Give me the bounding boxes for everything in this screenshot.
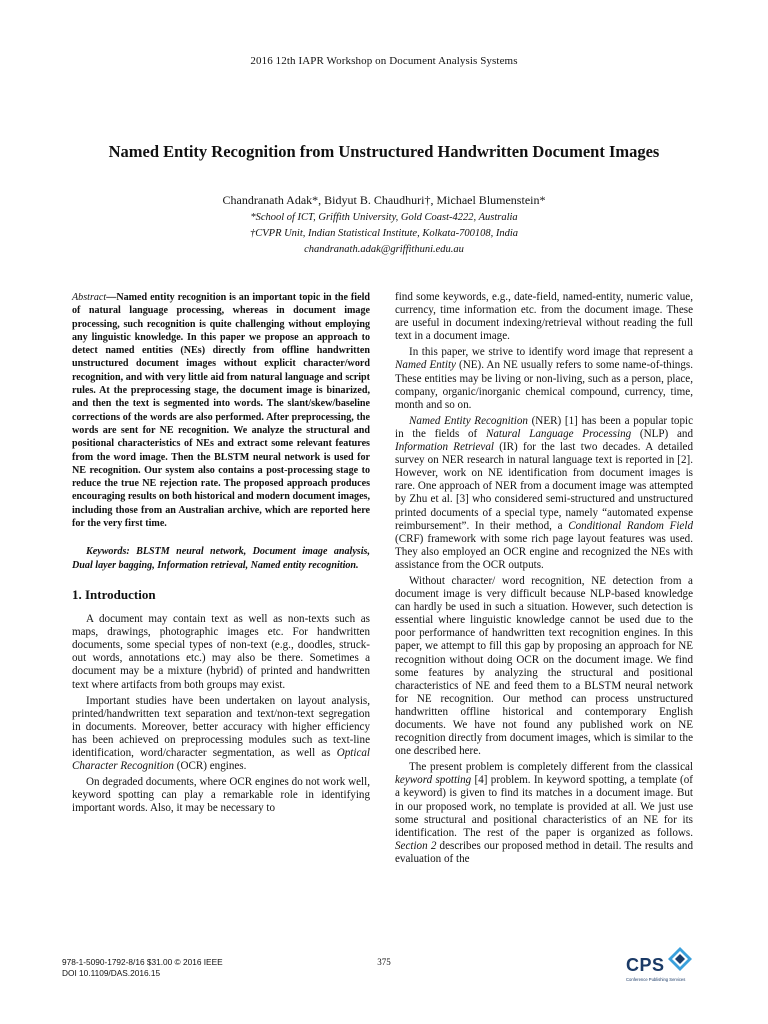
abstract-text: —Named entity recognition is an important topic in the field of natural language processing, whereas in document image processing, such recognition is quite challenging without employing any linguistic knowledge. In this paper we propose an approach to detect named entities (NEs) directly from offline handwritten unstructured document images without explicit character/word recognition, and with very little aid from natural language and script rules. At the preprocessing stage, the document image is binarized, and then the text is segmented into words. The slant/skew/baseline corrections of the words are also performed. After preprocessing, the words are sent for NE recognition. We analyze the structural and positional characteristics of NEs and extract some relevant features from the word image. Then the BLSTM neural network is used for NE recognition. Our system also contains a post-processing stage to reduce the true NE rejection rate. The proposed approach produces encouraging results on both historical and modern document images, including those from an Australian archive, which are reported here for the very first time.: [72, 292, 370, 530]
rp3-a: (NER) [1] has been a popular topic in the fields of: [395, 414, 693, 440]
right-paragraph-1: find some keywords, e.g., date-field, named-entity, numeric value, currency, time information etc. from the document image. These are useful in document indexing/retrieval without reading the full text in a document image.: [395, 291, 693, 343]
right-paragraph-4: Without character/ word recognition, NE detection from a document image is very difficult because NLP-based knowledge can hardly be used in such a situation. However, such detection is essential where linguistic knowledge cannot be used due to the poor performance of handwritten text recognition engines. In this paper, we attempt to fill this gap by proposing an approach for NE recognition without doing OCR on the document image. We find some features by analyzing the structural and positional characteristics of NE and feed them to a BLSTM neural network for NE recognition. Our method can process unstructured handwritten offline historical and contemporary English documents. We have not found any published work on NE recognition directly from document images, which is similar to the one described here.: [395, 574, 693, 758]
page-number: 375: [377, 957, 391, 967]
left-column: [72, 291, 370, 818]
abstract-label: Abstract: [72, 292, 107, 303]
right-paragraph-3: [395, 415, 693, 572]
footer-isbn: 978-1-5090-1792-8/16 $31.00 © 2016 IEEE: [62, 957, 223, 967]
rp3-d: (CRF) framework with some rich page layout features was used. They also employed an OCR engine and recognized the NEs with assistance from the OCR outputs.: [395, 532, 693, 571]
rp2-a: In this paper, we strive to identify word image that represent a: [409, 346, 693, 359]
conference-header: 2016 12th IAPR Workshop on Document Analysis Systems: [250, 55, 518, 67]
affiliation-2: †CVPR Unit, Indian Statistical Institute, Kolkata-700108, India: [249, 228, 519, 239]
intro-p2-text: Important studies have been undertaken on layout analysis, printed/handwritten text separation and text/non-text segregation in documents. Moreover, better accuracy with higher efficiency has been achieved on preprocessing modules such as text-line identification, word/character segmentation, as well as: [72, 694, 370, 759]
rp2-em: Named Entity: [395, 359, 456, 372]
cps-logo-subtitle: Conference Publishing Services: [626, 977, 686, 982]
rp2-b: (NE). An NE usually refers to some name-of-things. These entities may be living or non-living, such as a person, place, company, organic/inorganic chemical compound, currency, time, month and so on.: [395, 359, 693, 411]
affiliation-1: *School of ICT, Griffith University, Gold Coast-4222, Australia: [250, 212, 518, 223]
right-column: [395, 291, 693, 869]
rp3-em3: Information Retrieval: [395, 441, 494, 454]
abstract: [72, 291, 370, 530]
intro-p2-ocr-term: Optical Character Recognition: [72, 746, 370, 773]
rp3-em1: Named Entity Recognition: [409, 414, 528, 427]
rp3-c: (IR) for the last two decades. A detailed survey on NER research in natural language text is reported in [2]. However, work on NE identification from document images is rare. One approach of NER from a document image was attempted by Zhu et al. [3] who considered semi-structured and unstructured printed documents of a special type, namely “automated expense reimbursement”. In their method, a: [395, 441, 694, 532]
rp3-em2: Natural Language Processing: [485, 427, 632, 440]
rp3-b: (NLP) and: [631, 427, 693, 440]
author-list: Chandranath Adak*, Bidyut B. Chaudhuri†, Michael Blumenstein*: [222, 193, 546, 207]
keywords: Keywords: BLSTM neural network, Document image analysis, Dual layer bagging, Information retrieval, Named entity recognition.: [72, 546, 370, 571]
cps-logo-text: CPS: [626, 955, 665, 975]
footer-doi: DOI 10.1109/DAS.2016.15: [62, 968, 161, 978]
author-email: chandranath.adak@griffithuni.edu.au: [304, 244, 464, 255]
intro-paragraph-1: A document may contain text as well as non-texts such as maps, drawings, photographic images etc. For handwritten documents, some special types of non-text (e.g., doodles, struck-out words, annotations etc.) may also be there. Sometimes a document may be a mixture (hybrid) of printed and handwritten text where artifacts from both groups may exist.: [72, 613, 370, 691]
cps-diamond-icon: [668, 947, 692, 971]
right-paragraph-5: [395, 761, 693, 866]
intro-p2-end: (OCR) engines.: [173, 760, 247, 773]
section-heading-introduction: 1. Introduction: [72, 586, 156, 602]
paper-title: Named Entity Recognition from Unstructured Handwritten Document Images: [108, 142, 660, 161]
right-paragraph-2: [395, 346, 693, 411]
rp3-em4: Conditional Random Field: [568, 519, 693, 532]
cps-logo: [626, 947, 692, 983]
intro-paragraph-3: On degraded documents, where OCR engines do not work well, keyword spotting can play a remarkable role in identifying important words. Also, it may be necessary to: [72, 776, 370, 815]
rp5-c: describes our proposed method in detail. The results and evaluation of the: [395, 839, 693, 865]
rp5-a: The present problem is completely different from the classical: [409, 761, 693, 774]
rp5-em2: Section 2: [395, 839, 437, 852]
intro-paragraph-2: [72, 695, 370, 774]
rp5-b: [4] problem. In keyword spotting, a template (of a keyword) is given to find its matches in a document image. But in our proposed work, no template is provided at all. We just use some structural and positional characteristics of an NE for its identification. The rest of the paper is organized as follows.: [395, 774, 693, 839]
rp5-em: keyword spotting: [395, 774, 472, 787]
